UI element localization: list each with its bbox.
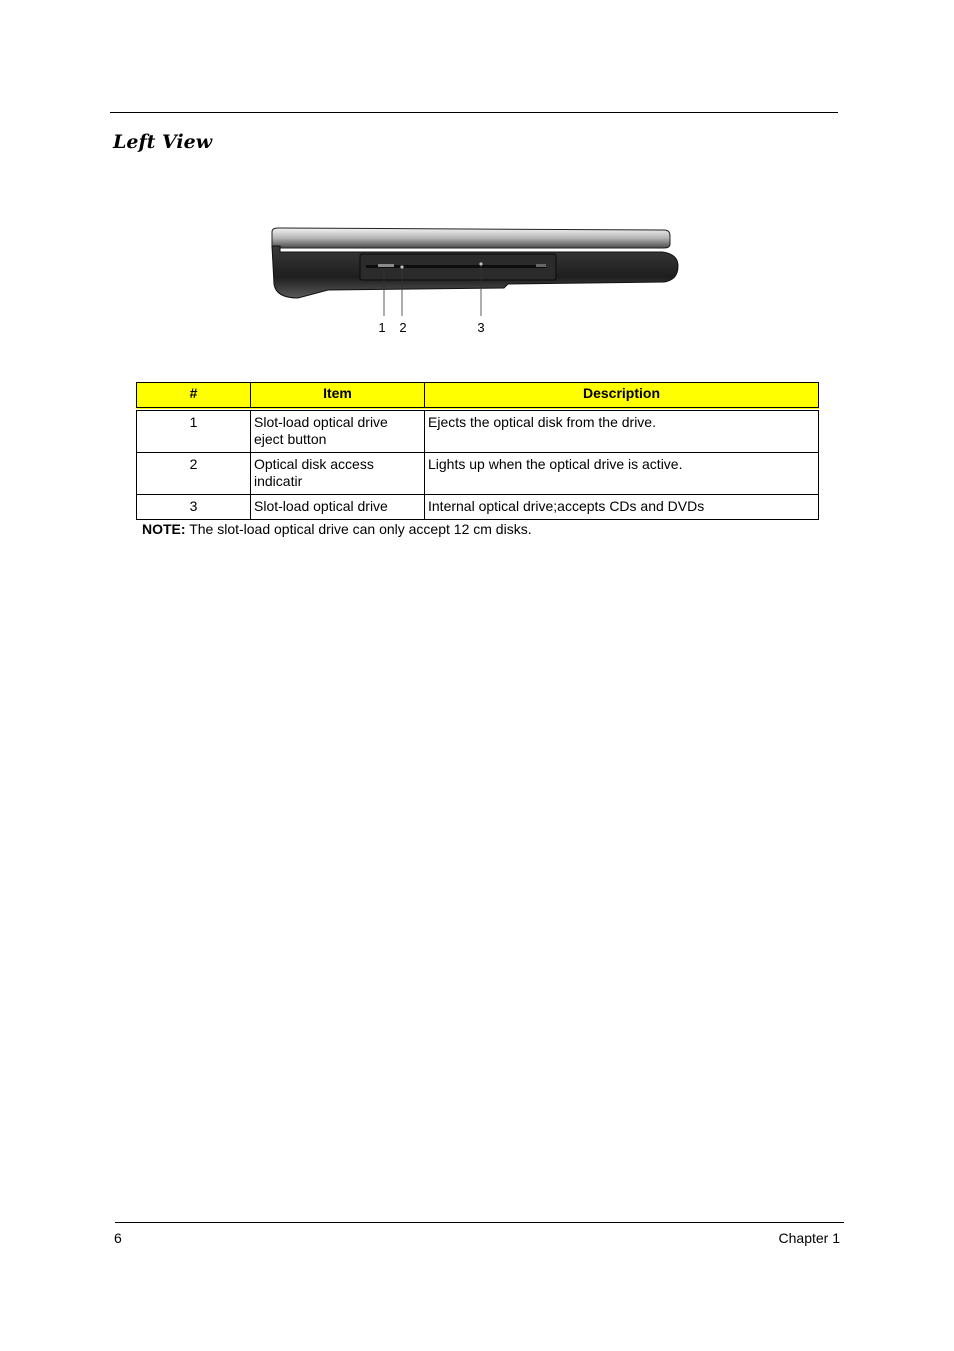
row-description: Internal optical drive;accepts CDs and DVDs [425, 495, 819, 520]
row-number: 3 [137, 495, 251, 520]
header-number: # [137, 383, 251, 410]
row-item: Slot-load optical drive eject button [251, 409, 425, 453]
page-number: 6 [114, 1230, 122, 1246]
header-description: Description [425, 383, 819, 410]
laptop-lid [272, 228, 670, 248]
eject-button-shape [378, 264, 394, 267]
row-item: Slot-load optical drive [251, 495, 425, 520]
row-number: 2 [137, 453, 251, 495]
table-header-row [137, 383, 819, 410]
row-item: Optical disk access indicatir [251, 453, 425, 495]
chapter-label: Chapter 1 [778, 1230, 840, 1246]
access-indicator-shape [400, 265, 403, 268]
row-number: 1 [137, 409, 251, 453]
callout-label-3: 3 [477, 320, 485, 335]
table-row [137, 495, 819, 520]
footer-rule [115, 1222, 844, 1223]
callout-label-2: 2 [399, 320, 407, 335]
laptop-left-view-illustration [268, 224, 688, 340]
row-description: Lights up when the optical drive is active. [425, 453, 819, 495]
table-row [137, 453, 819, 495]
left-view-table [136, 382, 819, 520]
note-text: The slot-load optical drive can only accept 12 cm disks. [189, 521, 532, 537]
section-title: Left View [113, 131, 213, 153]
callout-label-1: 1 [378, 320, 386, 335]
table-row [137, 409, 819, 453]
note [142, 521, 532, 537]
header-rule [110, 112, 838, 113]
laptop-base [272, 246, 678, 298]
row-description: Ejects the optical disk from the drive. [425, 409, 819, 453]
drive-slot-marker [479, 262, 482, 265]
header-item: Item [251, 383, 425, 410]
note-label: NOTE: [142, 521, 186, 537]
